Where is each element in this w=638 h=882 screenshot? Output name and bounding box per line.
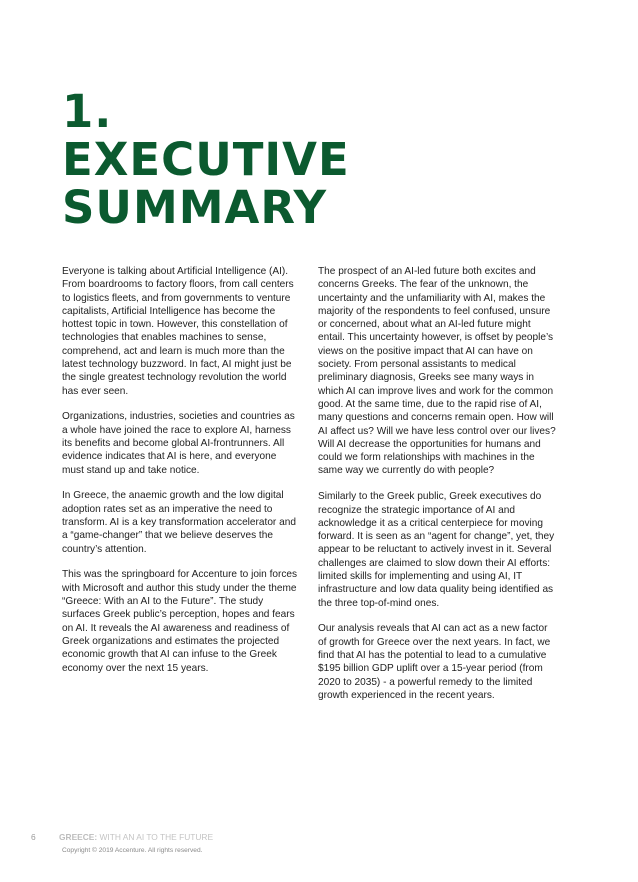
paragraph: Organizations, industries, societies and countries as a whole have joined the race to explore AI, harness its benefits and become global AI-frontrunners. All evidence indicates that AI is here, and everyone must stand up and take notice.	[62, 411, 295, 476]
paragraph: Everyone is talking about Artificial Intelligence (AI). From boardrooms to factory floors, from call centers to logistics fleets, and from governments to venture capitalists, Artificial Intelligence has become the hottest topic in town. However, this constellation of technologies that enables machines to sense, comprehend, act and learn is much more than the latest technology buzzword. In fact, AI might just be the single greatest technology revolution the world has ever seen.	[62, 266, 294, 397]
paragraph: This was the springboard for Accenture to join forces with Microsoft and author this study under the theme “Greece: With an AI to the Future”. The study surfaces Greek public’s perception, hopes and fears on AI. It reveals the AI awareness and readiness of Greek organizations and estimates the projected economic growth that AI can infuse to the Greek economy over the next 15 years.	[62, 569, 298, 674]
title-line-1: EXECUTIVE	[62, 133, 350, 186]
title-line-2: SUMMARY	[62, 181, 328, 234]
copyright-notice: Copyright © 2019 Accenture. All rights reserved.	[62, 847, 203, 854]
section-number: 1.	[62, 85, 113, 138]
page-footer	[31, 832, 213, 842]
left-column	[62, 265, 300, 687]
footer-title: WITH AN AI TO THE FUTURE	[97, 832, 214, 842]
paragraph: In Greece, the anaemic growth and the low digital adoption rates set as an imperative the need to transform. AI is a key transformation accelerator and a “game-changer” that we believe deserves the country’s attention.	[62, 490, 296, 555]
page-title	[62, 85, 350, 234]
paragraph: Our analysis reveals that AI can act as a new factor of growth for Greece over the next years. In fact, we find that AI has the potential to lead to a cumulative $195 billion GDP uplift over a 15-year period (from 2020 to 2035) - a powerful remedy to the limited growth experienced in the recent years.	[318, 623, 551, 701]
paragraph: The prospect of an AI-led future both excites and concerns Greeks. The fear of the unknown, the uncertainty and the unfamiliarity with AI, makes the majority of the respondents to feel confused, unsure or concerned, about what an AI-led future might entail. This uncertainty however, is offset by people’s views on the positive impact that AI can have on society. From personal assistants to medical preliminary diagnosis, Greeks see many ways in which AI can improve lives and work for the common good. At the same time, due to the rapid rise of AI, many questions and concerns remain open. How will AI affect us? Will we have less control over our lives? Will AI decrease the opportunities for humans and could we form relationships with machines in the same way we currently do with people?	[318, 266, 556, 477]
paragraph: Similarly to the Greek public, Greek executives do recognize the strategic importance of AI and acknowledge it as a critical centerpiece for moving forward. It is seen as an “agent for change”, yet, they appear to be reluctant to actively invest in it. Several challenges are claimed to slow down their AI efforts: limited skills for implementing and using AI, IT infrastructure and low data quality being identified as the three top-of-mind ones.	[318, 491, 555, 609]
page-number: 6	[31, 832, 36, 842]
right-column	[318, 265, 556, 715]
footer-brand: GREECE:	[59, 832, 98, 842]
